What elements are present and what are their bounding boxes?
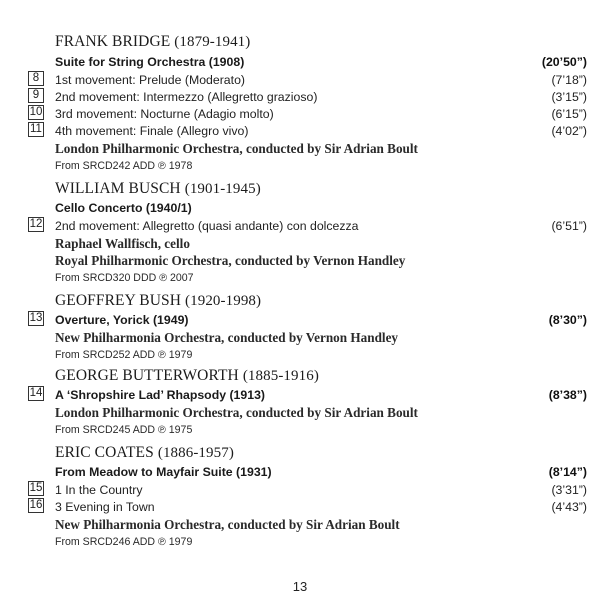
track-number: 9: [28, 88, 44, 103]
performer-credit: Raphael Wallfisch, cello: [55, 236, 190, 251]
composer-heading: [55, 367, 319, 385]
composer-years: (1920-1998): [185, 293, 262, 309]
work-duration: (20’50”): [541, 55, 587, 69]
composer-name: GEOFFREY BUSH: [55, 292, 182, 309]
track-number: 14: [29, 387, 43, 399]
source-info: From SRCD246 ADD ℗ 1979: [55, 536, 193, 548]
composer-heading: [55, 180, 261, 198]
composer-name: ERIC COATES: [55, 444, 154, 461]
movement-title: 1 In the Country: [55, 483, 143, 497]
performer-credit: New Philharmonia Orchestra, conducted by Sir Adrian Boult: [55, 517, 400, 532]
composer-years: (1901-1945): [184, 181, 261, 197]
movement-duration: (6’51”): [551, 219, 587, 233]
work-title: Cello Concerto (1940/1): [55, 201, 192, 215]
track-number: 12: [29, 218, 43, 230]
composer-heading: [55, 33, 250, 51]
movement-duration: (3’31”): [551, 483, 587, 497]
movement-title: 3rd movement: Nocturne (Adagio molto): [55, 107, 274, 121]
composer-years: (1886-1957): [157, 445, 234, 461]
track-number: 16: [29, 499, 43, 511]
performer-credit: New Philharmonia Orchestra, conducted by Vernon Handley: [55, 330, 399, 345]
movement-title: 2nd movement: Intermezzo (Allegretto grazioso): [55, 90, 318, 104]
page-number: 13: [292, 579, 308, 594]
work-duration: (8’38”): [548, 388, 587, 402]
track-number: 15: [29, 482, 43, 494]
movement-title: 2nd movement: Allegretto (quasi andante) con dolcezza: [55, 219, 359, 233]
movement-duration: (4’02”): [551, 124, 587, 138]
movement-duration: (7’18”): [551, 73, 587, 87]
movement-duration: (6’15”): [551, 107, 587, 121]
composer-name: FRANK BRIDGE: [55, 33, 171, 50]
movement-title: 3 Evening in Town: [55, 500, 155, 514]
track-number: 10: [29, 106, 43, 118]
movement-duration: (4’43”): [551, 500, 587, 514]
work-title: A ‘Shropshire Lad’ Rhapsody (1913): [55, 388, 266, 402]
composer-heading: [55, 292, 261, 310]
composer-years: (1879-1941): [174, 34, 251, 50]
performer-credit: Royal Philharmonic Orchestra, conducted by Vernon Handley: [55, 253, 406, 268]
work-title: From Meadow to Mayfair Suite (1931): [55, 465, 272, 479]
work-title: Overture, Yorick (1949): [55, 313, 189, 327]
performer-credit: London Philharmonic Orchestra, conducted by Sir Adrian Boult: [55, 141, 418, 156]
source-info: From SRCD242 ADD ℗ 1978: [55, 160, 193, 172]
movement-title: 1st movement: Prelude (Moderato): [55, 73, 246, 87]
source-info: From SRCD252 ADD ℗ 1979: [55, 349, 193, 361]
movement-duration: (3’15”): [551, 90, 587, 104]
work-duration: (8’14”): [548, 465, 587, 479]
movement-title: 4th movement: Finale (Allegro vivo): [55, 124, 249, 138]
work-title: Suite for String Orchestra (1908): [55, 55, 245, 69]
track-number: 11: [28, 122, 44, 137]
composer-years: (1885-1916): [242, 368, 319, 384]
composer-name: WILLIAM BUSCH: [55, 180, 181, 197]
source-info: From SRCD320 DDD ℗ 2007: [55, 272, 194, 284]
composer-name: GEORGE BUTTERWORTH: [55, 367, 239, 384]
source-info: From SRCD245 ADD ℗ 1975: [55, 424, 193, 436]
composer-heading: [55, 444, 234, 462]
track-number: 8: [28, 71, 44, 86]
track-number: 13: [29, 312, 43, 324]
work-duration: (8’30”): [548, 313, 587, 327]
performer-credit: London Philharmonic Orchestra, conducted by Sir Adrian Boult: [55, 405, 418, 420]
